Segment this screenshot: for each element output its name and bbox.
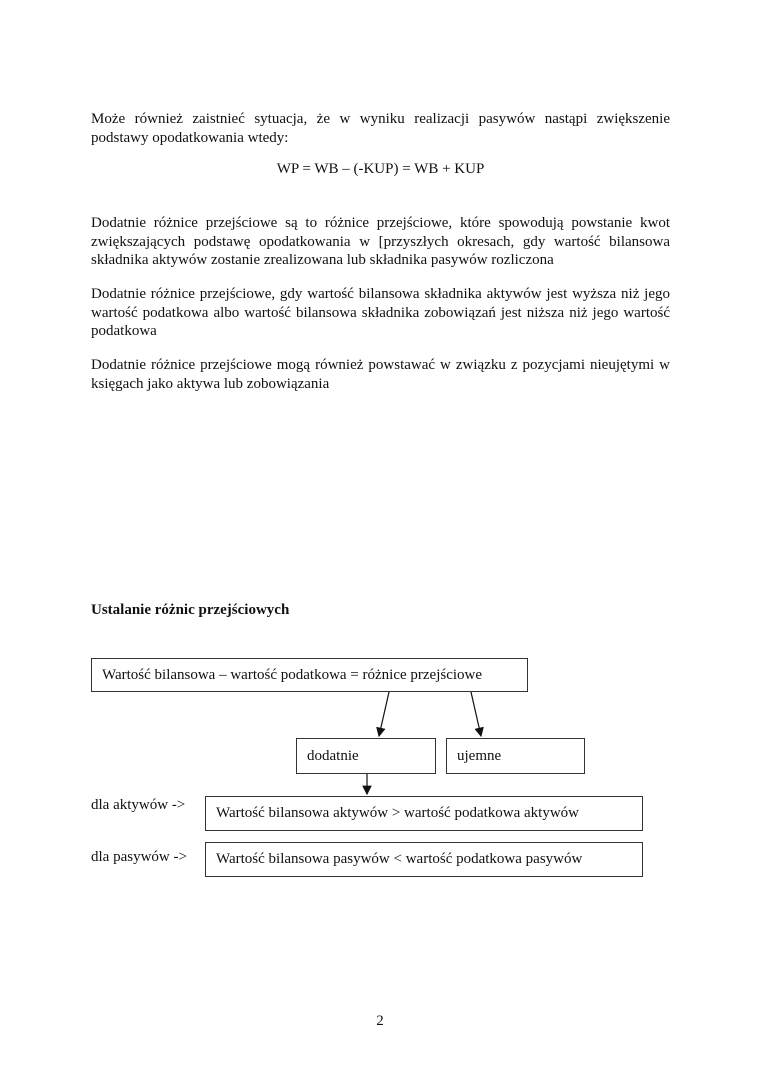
liabilities-label: dla pasywów ->	[91, 849, 187, 865]
arrow-to-negative	[471, 692, 481, 736]
diagram-liabilities-text: Wartość bilansowa pasywów < wartość podatkowa pasywów	[216, 851, 583, 867]
assets-label: dla aktywów ->	[91, 797, 186, 813]
paragraph-3: Dodatnie różnice przejściowe, gdy wartość bilansowa składnika aktywów jest wyższa niż jego wartość podatkowa albo wartość bilansowa składnika zobowiązań jest niższa niż jego wartość podatkowa	[91, 286, 670, 339]
diagram-negative-text: ujemne	[457, 747, 502, 764]
paragraph-4: Dodatnie różnice przejściowe mogą również powstawać w związku z pozycjami nieujętymi w księgach jako aktywa lub zobowiązania	[91, 357, 670, 392]
paragraph-1: Może również zaistnieć sytuacja, że w wyniku realizacji pasywów nastąpi zwiększenie podstawy opodatkowania wtedy:	[91, 111, 670, 146]
page-number: 2	[376, 1013, 384, 1029]
paragraph-2: Dodatnie różnice przejściowe są to różnice przejściowe, które spowodują powstanie kwot zwiększających podstawę opodatkowania w [przyszłych okresach, gdy wartość bilansowa składnika aktywów zostanie zrealizowana lub składnika pasywów rozliczona	[91, 215, 670, 268]
formula: WP = WB – (-KUP) = WB + KUP	[276, 161, 485, 177]
diagram-top-box-text: Wartość bilansowa – wartość podatkowa = różnice przejściowe	[102, 666, 483, 683]
arrow-to-positive	[379, 692, 389, 736]
diagram-positive-text: dodatnie	[307, 747, 359, 764]
diagram-assets-text: Wartość bilansowa aktywów > wartość podatkowa aktywów	[216, 805, 579, 821]
section-heading: Ustalanie różnic przejściowych	[91, 602, 290, 618]
